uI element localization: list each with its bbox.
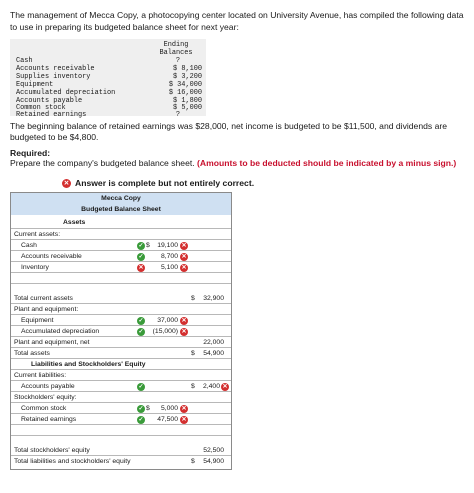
total-stockholders-equity-input[interactable]: 52,500 [203, 447, 224, 454]
given-row: Supplies inventory $ 3,200 [16, 73, 202, 81]
given-header-ending: Ending [163, 41, 189, 49]
equipment-input[interactable]: 37,000 [157, 317, 178, 324]
accounts-receivable-input[interactable]: 8,700 [160, 253, 178, 260]
intro-text: The management of Mecca Copy, a photocopying center located on University Avenue, has compiled the following data to use in preparing its budgeted balance sheet for next year: [10, 10, 464, 32]
given-row: Equipment $ 34,000 [16, 81, 202, 89]
check-icon: ✓ [138, 406, 144, 412]
check-icon: ✓ [138, 329, 144, 335]
liabilities-heading: Liabilities and Stockholders' Equity [31, 361, 146, 368]
accounts-receivable-label: Accounts receivable [21, 253, 82, 260]
check-icon: ✓ [138, 243, 144, 249]
inventory-input[interactable]: 5,100 [160, 264, 178, 271]
x-icon: ✕ [181, 406, 187, 412]
cash-label: Cash [21, 242, 37, 249]
x-icon: ✕ [181, 329, 187, 335]
x-icon: ✕ [181, 254, 187, 260]
cash-dollar: $ [146, 242, 150, 249]
total-current-assets-input[interactable]: 32,900 [203, 295, 224, 302]
check-icon: ✓ [138, 417, 144, 423]
given-row: Accounts payable $ 1,800 [16, 97, 202, 105]
given-row: Accumulated depreciation $ 16,000 [16, 89, 202, 97]
required-label: Required: [10, 148, 51, 158]
common-stock-label: Common stock [21, 405, 67, 412]
given-row: Common stock $ 5,000 [16, 104, 202, 112]
x-icon: ✕ [181, 243, 187, 249]
x-icon: ✕ [138, 265, 144, 271]
answer-status [62, 178, 254, 188]
total-current-assets-label: Total current assets [14, 295, 73, 302]
accounts-payable-input[interactable]: 2,400 [202, 383, 220, 390]
given-paragraph: The beginning balance of retained earnings was $28,000, net income is budgeted to be $11,500, and dividends are budgeted to be $4,800. [10, 121, 448, 142]
x-icon: ✕ [181, 318, 187, 324]
sheet-title: Budgeted Balance Sheet [11, 204, 231, 215]
total-assets-input[interactable]: 54,900 [203, 350, 224, 357]
current-liabilities-label: Current liabilities: [14, 372, 67, 379]
assets-heading: Assets [63, 219, 86, 226]
plant-equipment-net-label: Plant and equipment, net [14, 339, 90, 346]
equipment-label: Equipment [21, 317, 54, 324]
accounts-payable-dollar: $ [191, 383, 195, 390]
inventory-label: Inventory [21, 264, 49, 271]
company-name: Mecca Copy [11, 193, 231, 204]
given-header-balances: Balances [159, 48, 193, 57]
total-assets-label: Total assets [14, 350, 50, 357]
accumulated-depreciation-input[interactable]: (15,000) [152, 328, 178, 335]
given-row: Cash ? [16, 57, 180, 65]
current-assets-label: Current assets: [14, 231, 61, 238]
check-icon: ✓ [138, 384, 144, 390]
answer-status-text: Answer is complete but not entirely correct. [75, 178, 255, 188]
x-icon: ✕ [181, 265, 187, 271]
common-stock-dollar: $ [146, 405, 150, 412]
given-row: Accounts receivable $ 8,100 [16, 65, 202, 73]
x-icon: ✕ [222, 384, 228, 390]
total-liabilities-equity-input[interactable]: 54,900 [203, 458, 224, 465]
common-stock-input[interactable]: 5,000 [160, 405, 178, 412]
balance-sheet-table [10, 192, 232, 470]
total-liabilities-equity-dollar: $ [191, 458, 195, 465]
retained-earnings-input[interactable]: 47,500 [157, 416, 178, 423]
total-liabilities-equity-label: Total liabilities and stockholders' equity [14, 458, 131, 465]
x-icon: ✕ [63, 179, 70, 187]
plant-equipment-net-input[interactable]: 22,000 [203, 339, 224, 346]
total-stockholders-equity-label: Total stockholders' equity [14, 447, 90, 454]
prepare-instruction: Prepare the company's budgeted balance sheet. (Amounts to be deducted should be indicated by a minus sign.) [10, 158, 457, 168]
retained-earnings-label: Retained earnings [21, 416, 77, 423]
stockholders-equity-label: Stockholders' equity: [14, 394, 77, 401]
total-assets-dollar: $ [191, 350, 195, 357]
total-current-assets-dollar: $ [191, 295, 195, 302]
x-icon: ✕ [181, 417, 187, 423]
check-icon: ✓ [138, 318, 144, 324]
prepare-note: (Amounts to be deducted should be indicated by a minus sign.) [197, 158, 457, 168]
plant-equipment-label: Plant and equipment: [14, 306, 79, 313]
accounts-payable-label: Accounts payable [21, 383, 75, 390]
given-data-table [10, 39, 206, 119]
check-icon: ✓ [138, 254, 144, 260]
cash-input[interactable]: 19,100 [157, 242, 178, 249]
accumulated-depreciation-label: Accumulated depreciation [21, 328, 100, 335]
given-row: Retained earnings ? [16, 111, 180, 119]
